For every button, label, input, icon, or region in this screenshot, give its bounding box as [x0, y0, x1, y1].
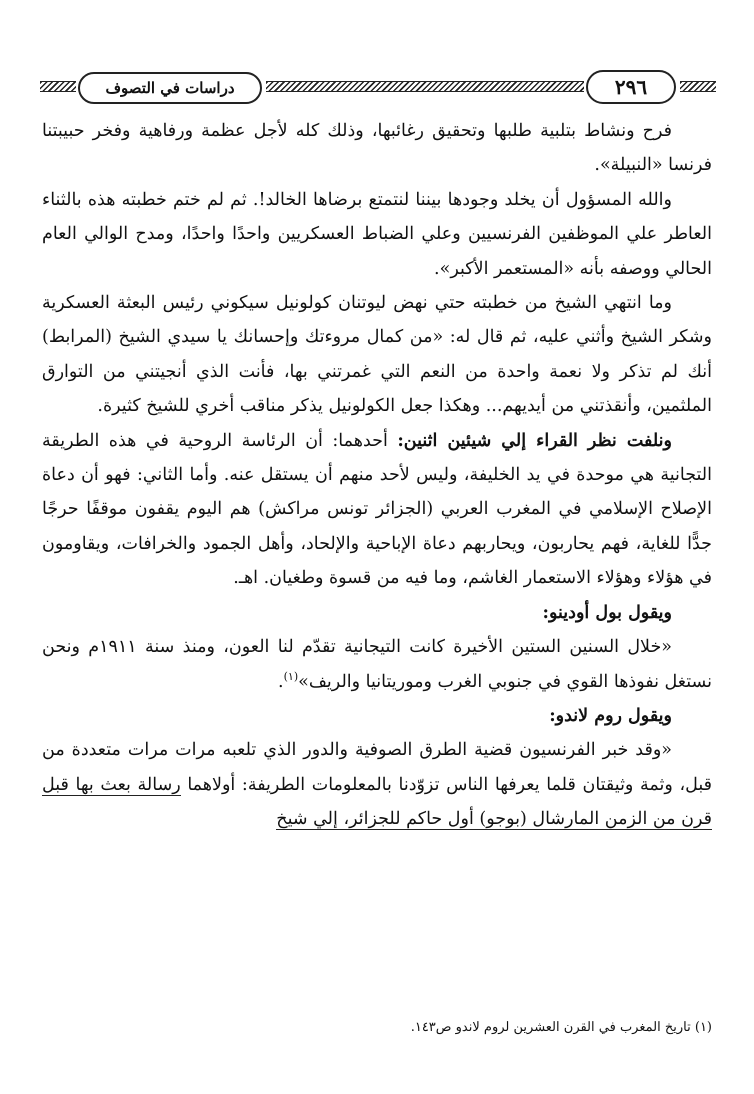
- quote-odinot: [42, 630, 712, 699]
- page-number-frame: [586, 70, 676, 104]
- quote-landau-underlined: رسالة بعث بها قبل قرن من الزمن المارشال (بوجو) أول حاكم للجزائر، إلي شيخ: [42, 774, 712, 830]
- quote-odinot-end: .: [278, 671, 284, 692]
- footnote: [42, 1018, 712, 1038]
- page-header: [40, 68, 716, 108]
- quote-odinot-text: «خلال السنين الستين الأخيرة كانت التيجانية تقدّم لنا العون، ومنذ سنة ١٩١١م ونحن نستغل نفوذها القوي في جنوبي الغرب وموريتانيا والريف»: [42, 637, 712, 692]
- header-ornament-middle: [266, 81, 584, 92]
- main-text: [42, 114, 712, 837]
- paragraph-2-text: والله المسؤول أن يخلد وجودها بيننا لنتمتع برضاها الخالد!. ثم لم ختم خطبته هذه بالثناء العاطر علي الموظفين الفرنسيين وعلي الضباط العسكريين واحدًا واحدًا، ومدح الوالي العام الحالي ووصفه بأنه «المستعمر الأكبر».: [42, 189, 712, 279]
- paragraph-1-text: فرح ونشاط بتلبية طلبها وتحقيق رغائبها، وذلك كله لأجل عظمة ورفاهية وفخر حبيبتنا فرنسا «النبيلة».: [42, 121, 712, 176]
- book-title-frame: [78, 72, 262, 104]
- paragraph-3: [42, 286, 712, 424]
- page-number: ٢٩٦: [614, 75, 648, 99]
- heading-landau: ويقول روم لاندو:: [549, 705, 672, 726]
- paragraph-1: [42, 114, 712, 183]
- paragraph-4: [42, 424, 712, 596]
- footnote-reference[interactable]: (١): [283, 669, 299, 683]
- heading-odinot: ويقول بول أودينو:: [542, 602, 672, 623]
- quote-landau-text: «وقد خبر الفرنسيون قضية الطرق الصوفية والدور الذي تلعبه مرات مرات متعددة من قبل، وثمة وثيقتان قلما يعرفها الناس تزوّدنا بالمعلومات الطريفة: أولاهما: [42, 740, 713, 795]
- header-ornament-right: [680, 81, 716, 92]
- paragraph-3-text: وما انتهي الشيخ من خطبته حتي نهض ليوتنان كولونيل سيكوني رئيس البعثة العسكرية وشكر الشيخ وأثني عليه، ثم قال له: «من كمال مروءتك وإحسانك يا سيدي الشيخ (المرابط) أنك لم تذكر ولا نعمة واحدة من النعم التي غمرتني بها، فأنت الذي أنجيتني من التوارق الملثمين، وأنقذتني من أيديهم... وهكذا جعل الكولونيل يذكر مناقب أخري للشيخ كثيرة.: [42, 293, 712, 417]
- paragraph-4-lead: ونلفت نظر القراء إلي شيئين اثنين:: [397, 430, 672, 451]
- quote-landau: [42, 733, 712, 836]
- paragraph-4-text: أحدهما: أن الرئاسة الروحية في هذه الطريقة التجانية هي موحدة في يد الخليفة، وليس لأحد منهم أن يستقل عنه. وأما الثاني: فهو أن دعاة الإصلاح الإسلامي في المغرب العربي (الجزائر تونس مراكش) هم اليوم يقفون موقفًا حرجًا جدًّا للغاية، فهم يحاربون، ويحاربهم دعاة الإباحية والإلحاد، وأهل الجمود والخرافات، ويقاومون في هؤلاء وهؤلاء الاستعمار الغاشم، وما فيه من قسوة وطغيان. اهـ.: [42, 430, 712, 589]
- book-title: دراسات في التصوف: [105, 79, 235, 97]
- footnote-text: (١) تاريخ المغرب في القرن العشرين لروم لاندو ص١٤٣.: [410, 1020, 712, 1035]
- header-ornament-left: [40, 81, 76, 92]
- paragraph-2: [42, 183, 712, 286]
